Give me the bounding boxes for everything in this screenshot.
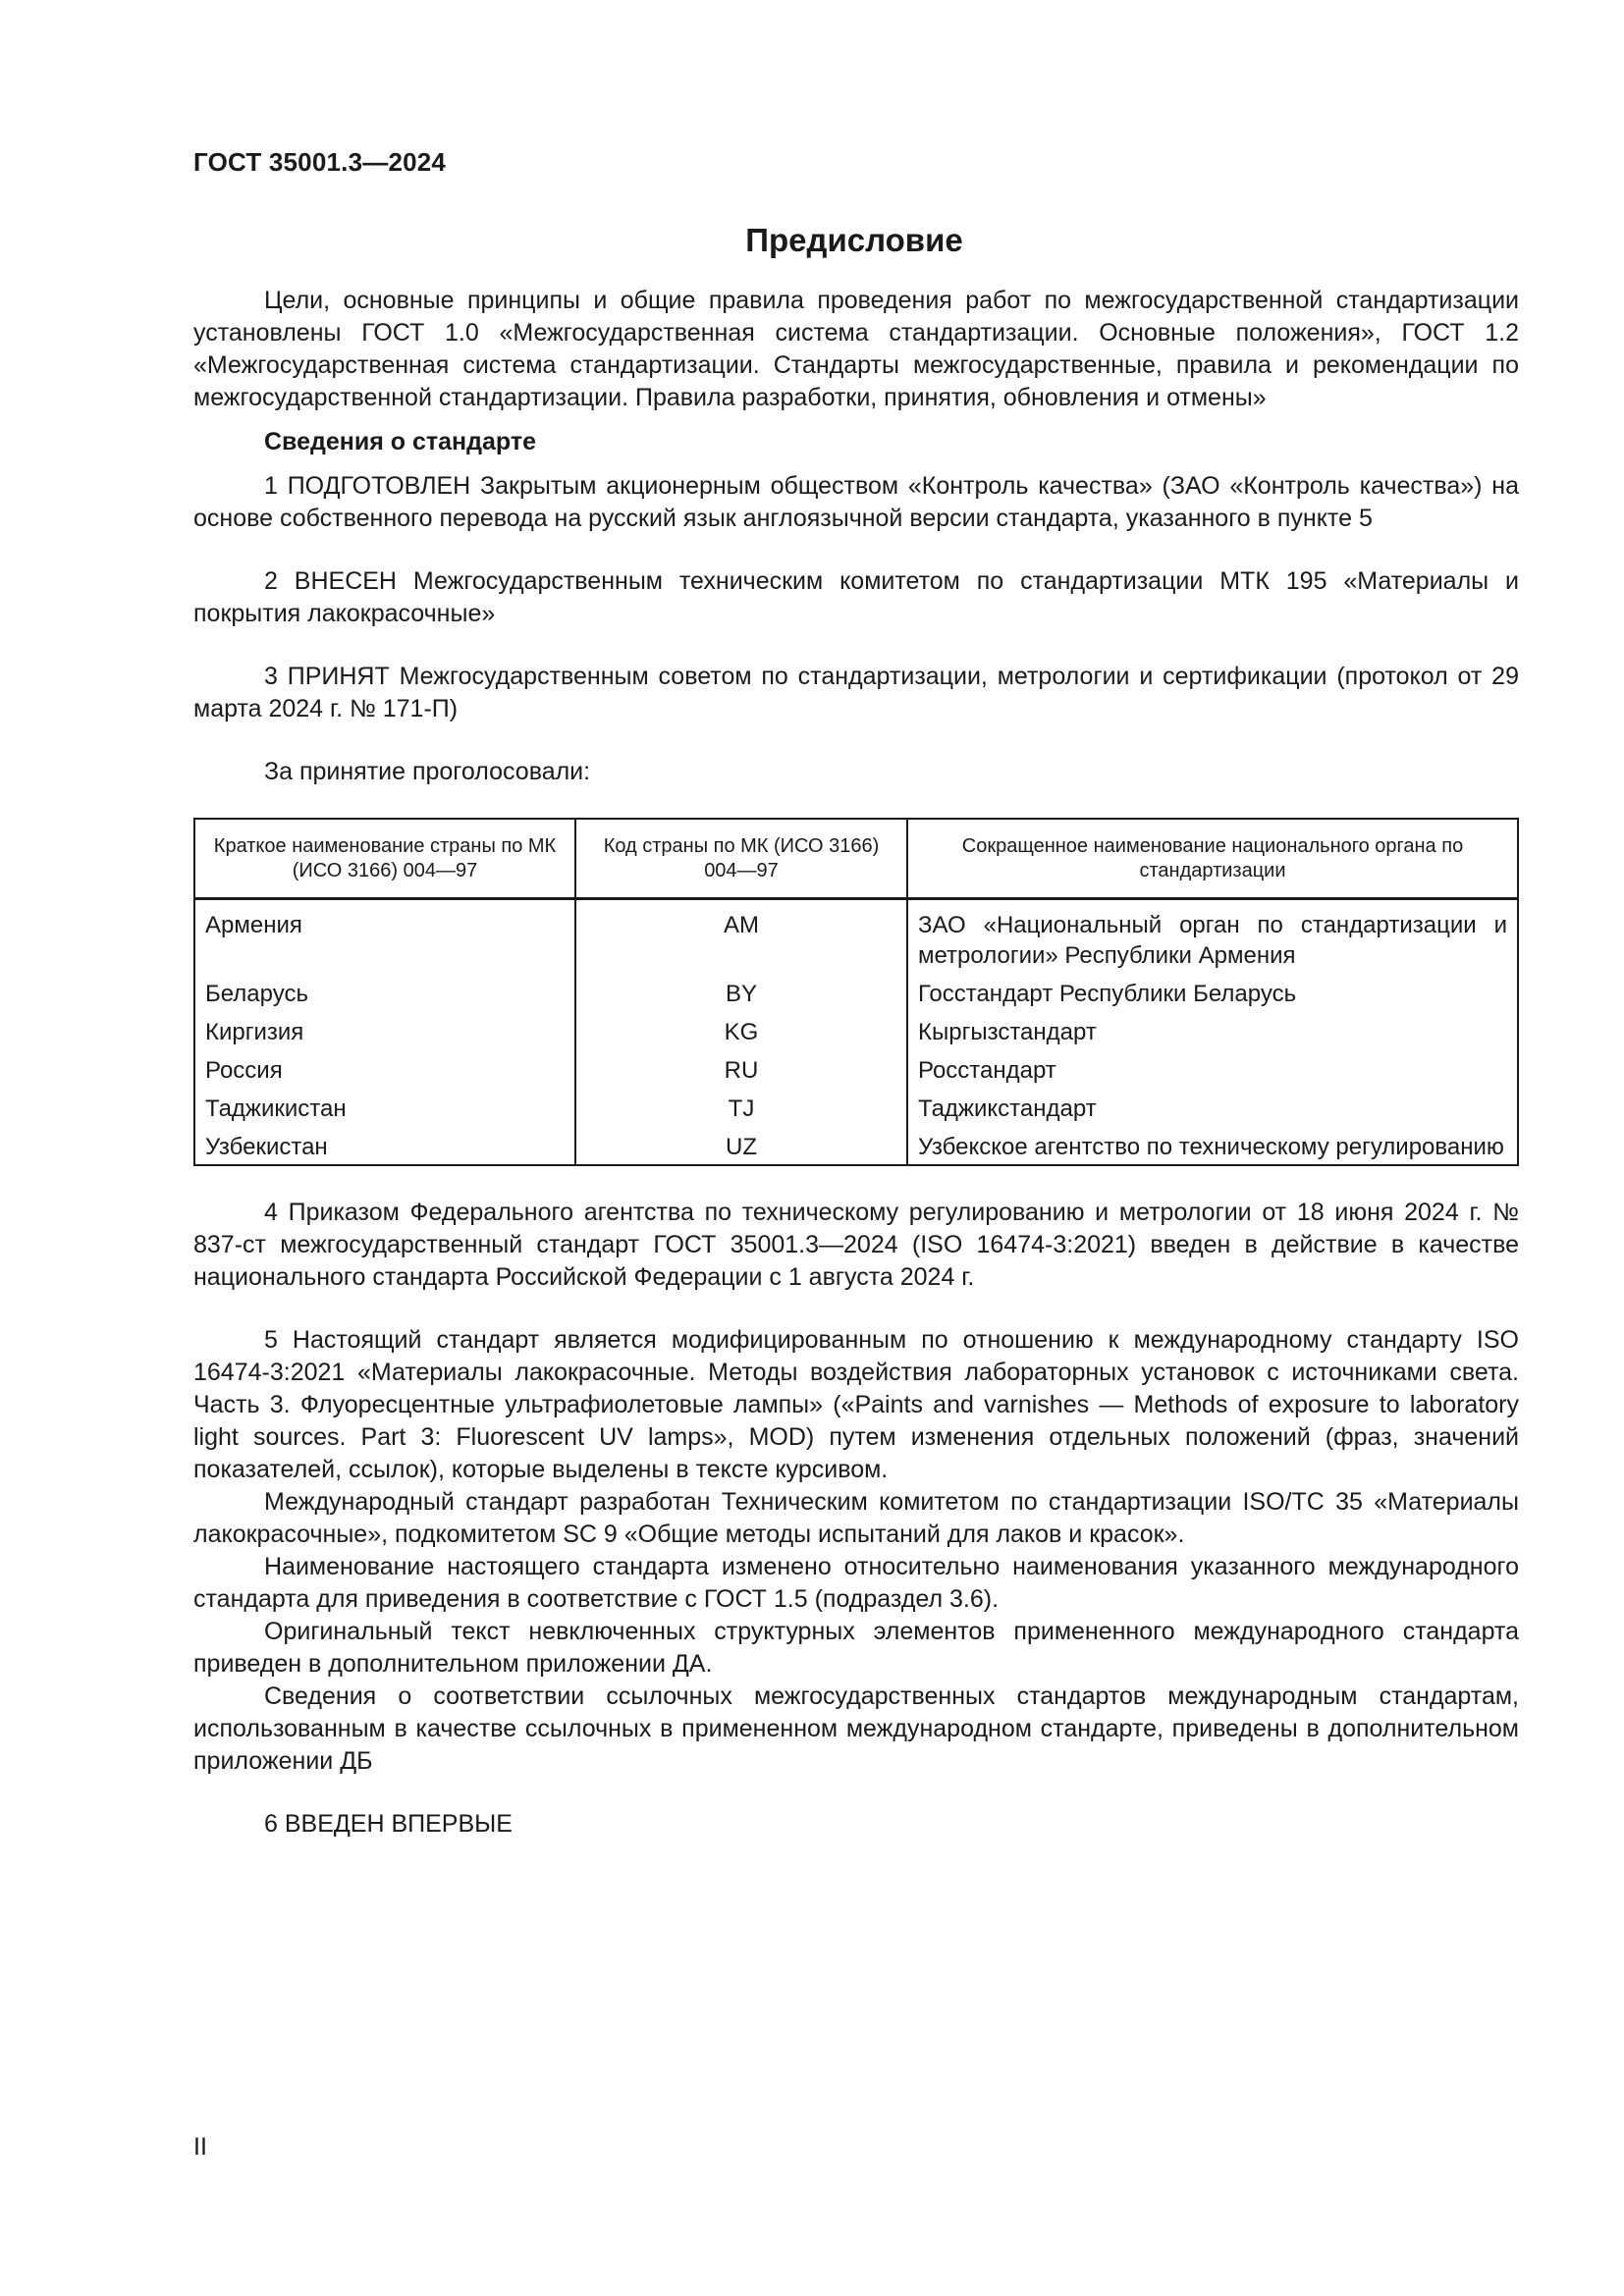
country-code: BY: [575, 975, 907, 1013]
foreword-body: [193, 285, 1519, 1841]
item-5-modification: 5 Настоящий стандарт является модифицированным по отношению к международному стандарту ISO 16474-3:2021 «Материалы лакокрасочные. Методы воздействия лабораторных установок с источниками света. Часть 3. Флуоресцентные ультрафиолетовые лампы» («Paints and varnishes — Methods of exposure to laboratory light sources. Part 3: Fluorescent UV lamps», MOD) путем изменения отдельных положений (фраз, значений показателей, ссылок), которые выделены в тексте курсивом.: [193, 1326, 1519, 1483]
table-header-row: [194, 819, 1518, 899]
country-name: Армения: [194, 899, 575, 976]
country-name: Киргизия: [194, 1013, 575, 1051]
country-code: KG: [575, 1013, 907, 1051]
national-body: ЗАО «Национальный орган по стандартизации и метрологии» Республики Армения: [907, 899, 1518, 976]
country-code: TJ: [575, 1090, 907, 1128]
item-6-introduced: 6 ВВЕДЕН ВПЕРВЫЕ: [264, 1810, 513, 1838]
country-code: RU: [575, 1051, 907, 1090]
national-body: Узбекское агентство по техническому регулированию: [907, 1128, 1518, 1165]
national-body: Росстандарт: [907, 1051, 1518, 1090]
intro-paragraph: Цели, основные принципы и общие правила проведения работ по межгосударственной стандартизации установлены ГОСТ 1.0 «Межгосударственная система стандартизации. Основные положения», ГОСТ 1.2 «Межгосударственная система стандартизации. Стандарты межгосударственные, правила и рекомендации по межгосударственной стандартизации. Правила разработки, принятия, обновления и отмены»: [193, 287, 1519, 411]
table-row: [194, 1128, 1518, 1165]
header-national-body: Сокращенное наименование национального органа по стандартизации: [907, 819, 1518, 899]
item-4-order: 4 Приказом Федерального агентства по техническому регулированию и метрологии от 18 июня 2024 г. № 837-ст межгосударственный стандарт ГОСТ 35001.3—2024 (ISO 16474-3:2021) введен в действие в качестве национального стандарта Российской Федерации с 1 августа 2024 г.: [193, 1199, 1519, 1291]
table-row: [194, 1090, 1518, 1128]
table-row: [194, 899, 1518, 976]
table-row: [194, 1051, 1518, 1090]
country-code: UZ: [575, 1128, 907, 1165]
item-5-title-change: Наименование настоящего стандарта изменено относительно наименования указанного международного стандарта для приведения в соответствие с ГОСТ 1.5 (подраздел 3.6).: [193, 1553, 1519, 1613]
country-name: Узбекистан: [194, 1128, 575, 1165]
standard-info-heading: Сведения о стандарте: [264, 428, 537, 455]
item-1-prepared: 1 ПОДГОТОВЛЕН Закрытым акционерным обществом «Контроль качества» (ЗАО «Контроль качества») на основе собственного перевода на русский язык англоязычной версии стандарта, указанного в пункте 5: [193, 472, 1519, 532]
country-name: Беларусь: [194, 975, 575, 1013]
country-code: AM: [575, 899, 907, 976]
page-number: II: [193, 2133, 207, 2161]
item-3-adopted: 3 ПРИНЯТ Межгосударственным советом по стандартизации, метрологии и сертификации (протокол от 29 марта 2024 г. № 171-П): [193, 663, 1519, 722]
page-title: Предисловие: [745, 222, 963, 258]
country-name: Россия: [194, 1051, 575, 1090]
country-name: Таджикистан: [194, 1090, 575, 1128]
national-body: Госстандарт Республики Беларусь: [907, 975, 1518, 1013]
item-5-developer: Международный стандарт разработан Техническим комитетом по стандартизации ISO/TC 35 «Материалы лакокрасочные», подкомитетом SC 9 «Общие методы испытаний для лаков и красок».: [193, 1488, 1519, 1548]
table-row: [194, 1013, 1518, 1051]
item-2-submitted: 2 ВНЕСЕН Межгосударственным техническим комитетом по стандартизации МТК 195 «Материалы и покрытия лакокрасочные»: [193, 567, 1519, 627]
item-5-references: Сведения о соответствии ссылочных межгосударственных стандартов международным стандартам, использованным в качестве ссылочных в примененном международном стандарте, приведены в дополнительном приложении ДБ: [193, 1682, 1519, 1775]
national-body: Кыргызстандарт: [907, 1013, 1518, 1051]
table-row: [194, 975, 1518, 1013]
item-5-original-text: Оригинальный текст невключенных структурных элементов примененного международного стандарта приведен в дополнительном приложении ДА.: [193, 1618, 1519, 1678]
header-country-code: Код страны по МК (ИСО 3166) 004—97: [575, 819, 907, 899]
document-code: ГОСТ 35001.3—2024: [193, 147, 447, 177]
national-body: Таджикстандарт: [907, 1090, 1518, 1128]
votes-table: [193, 818, 1519, 1166]
header-country-name: Краткое наименование страны по МК (ИСО 3166) 004—97: [194, 819, 575, 899]
voted-label: За принятие проголосовали:: [264, 758, 591, 785]
